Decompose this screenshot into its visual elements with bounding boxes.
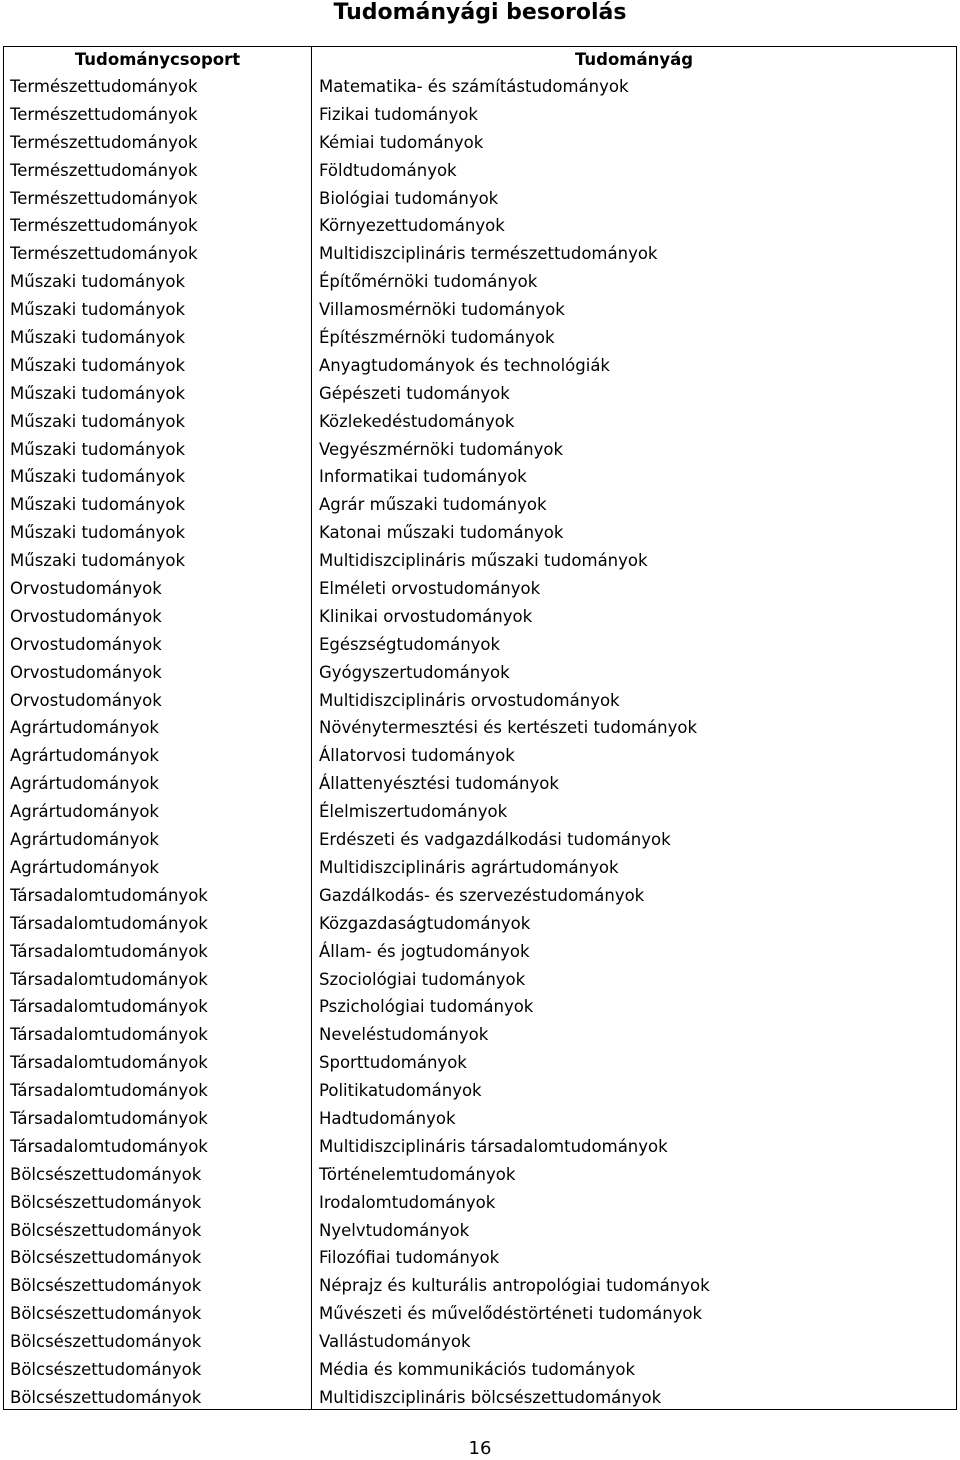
cell-science-group: Természettudományok xyxy=(10,77,198,96)
cell-science-group: Bölcsészettudományok xyxy=(10,1387,202,1407)
table-row xyxy=(4,659,956,687)
cell-science-field: Egészségtudományok xyxy=(319,634,501,654)
classification-table xyxy=(3,46,957,1410)
cell-science-field: Állatorvosi tudományok xyxy=(319,746,515,766)
cell-science-group: Műszaki tudományok xyxy=(10,551,185,571)
table-row xyxy=(4,240,956,268)
cell-science-field: Multidiszciplináris agrártudományok xyxy=(319,857,619,877)
cell-science-field: Matematika- és számítástudományok xyxy=(319,77,629,96)
cell-science-group: Agrártudományok xyxy=(10,802,159,822)
cell-science-field: Irodalomtudományok xyxy=(319,1192,496,1212)
table-row xyxy=(4,185,956,213)
cell-science-field: Gyógyszertudományok xyxy=(319,662,510,682)
table-row xyxy=(4,380,956,408)
table-row xyxy=(4,547,956,575)
table-row xyxy=(4,1049,956,1077)
table-row xyxy=(4,1356,956,1384)
cell-science-field: Növénytermesztési és kertészeti tudományok xyxy=(319,718,697,738)
cell-science-group: Társadalomtudományok xyxy=(10,1053,208,1073)
table-row xyxy=(4,687,956,715)
cell-science-group: Agrártudományok xyxy=(10,774,159,794)
cell-science-field: Katonai műszaki tudományok xyxy=(319,523,564,543)
cell-science-group: Műszaki tudományok xyxy=(10,439,185,459)
cell-science-group: Természettudományok xyxy=(10,216,198,236)
cell-science-field: Villamosmérnöki tudományok xyxy=(319,300,565,320)
cell-science-group: Orvostudományok xyxy=(10,690,162,710)
cell-science-group: Orvostudományok xyxy=(10,634,162,654)
cell-science-group: Bölcsészettudományok xyxy=(10,1192,202,1212)
cell-science-group: Bölcsészettudományok xyxy=(10,1276,202,1296)
table-row xyxy=(4,436,956,464)
cell-science-group: Műszaki tudományok xyxy=(10,523,185,543)
table-row xyxy=(4,966,956,994)
cell-science-group: Társadalomtudományok xyxy=(10,1025,208,1045)
table-header-row xyxy=(4,47,956,73)
cell-science-field: Építőmérnöki tudományok xyxy=(319,272,538,292)
table-row xyxy=(4,603,956,631)
header-field: Tudományág xyxy=(574,50,694,69)
cell-science-group: Műszaki tudományok xyxy=(10,495,185,515)
table-row xyxy=(4,1384,956,1412)
cell-science-group: Műszaki tudományok xyxy=(10,383,185,403)
cell-science-group: Agrártudományok xyxy=(10,746,159,766)
cell-science-field: Agrár műszaki tudományok xyxy=(319,495,547,515)
cell-science-field: Hadtudományok xyxy=(319,1108,456,1128)
cell-science-group: Társadalomtudományok xyxy=(10,913,208,933)
table-row xyxy=(4,1133,956,1161)
cell-science-group: Orvostudományok xyxy=(10,662,162,682)
cell-science-field: Vegyészmérnöki tudományok xyxy=(319,439,564,459)
cell-science-field: Filozófiai tudományok xyxy=(319,1248,500,1268)
table-row xyxy=(4,101,956,129)
table-row xyxy=(4,770,956,798)
cell-science-field: Neveléstudományok xyxy=(319,1025,489,1045)
cell-science-group: Társadalomtudományok xyxy=(10,997,208,1017)
cell-science-group: Természettudományok xyxy=(10,244,198,264)
cell-science-field: Erdészeti és vadgazdálkodási tudományok xyxy=(319,830,671,850)
cell-science-group: Társadalomtudományok xyxy=(10,885,208,905)
table-row xyxy=(4,157,956,185)
cell-science-field: Szociológiai tudományok xyxy=(319,969,526,989)
cell-science-field: Állam- és jogtudományok xyxy=(319,941,530,961)
table-row xyxy=(4,1272,956,1300)
cell-science-group: Bölcsészettudományok xyxy=(10,1248,202,1268)
table-row xyxy=(4,631,956,659)
cell-science-group: Természettudományok xyxy=(10,132,198,152)
cell-science-field: Gépészeti tudományok xyxy=(319,383,510,403)
cell-science-field: Politikatudományok xyxy=(319,1081,482,1101)
cell-science-group: Agrártudományok xyxy=(10,718,159,738)
table-row xyxy=(4,1021,956,1049)
cell-science-field: Élelmiszertudományok xyxy=(319,802,508,822)
table-row xyxy=(4,1300,956,1328)
table-row xyxy=(4,408,956,436)
cell-science-field: Néprajz és kulturális antropológiai tudományok xyxy=(319,1276,710,1296)
cell-science-field: Állattenyésztési tudományok xyxy=(319,774,559,794)
cell-science-group: Bölcsészettudományok xyxy=(10,1164,202,1184)
cell-science-field: Média és kommunikációs tudományok xyxy=(319,1359,636,1379)
table-row xyxy=(4,519,956,547)
cell-science-field: Sporttudományok xyxy=(319,1053,467,1073)
cell-science-group: Társadalomtudományok xyxy=(10,1108,208,1128)
table-row xyxy=(4,352,956,380)
cell-science-field: Anyagtudományok és technológiák xyxy=(319,355,610,375)
cell-science-field: Multidiszciplináris bölcsészettudományok xyxy=(319,1387,662,1407)
cell-science-group: Bölcsészettudományok xyxy=(10,1304,202,1324)
page-number: 16 xyxy=(468,1438,492,1459)
cell-science-group: Műszaki tudományok xyxy=(10,467,185,487)
header-group: Tudománycsoport xyxy=(74,50,241,69)
cell-science-group: Orvostudományok xyxy=(10,579,162,599)
table-row xyxy=(4,938,956,966)
table-row xyxy=(4,129,956,157)
cell-science-field: Informatikai tudományok xyxy=(319,467,527,487)
cell-science-group: Társadalomtudományok xyxy=(10,1081,208,1101)
table-row xyxy=(4,742,956,770)
cell-science-group: Bölcsészettudományok xyxy=(10,1332,202,1352)
cell-science-group: Agrártudományok xyxy=(10,830,159,850)
table-row xyxy=(4,882,956,910)
page-title: Tudományági besorolás xyxy=(333,0,627,25)
table-row xyxy=(4,73,956,101)
table-row xyxy=(4,798,956,826)
cell-science-group: Társadalomtudományok xyxy=(10,969,208,989)
table-row xyxy=(4,491,956,519)
cell-science-group: Bölcsészettudományok xyxy=(10,1359,202,1379)
cell-science-field: Közlekedéstudományok xyxy=(319,411,515,431)
cell-science-field: Közgazdaságtudományok xyxy=(319,913,531,933)
cell-science-group: Természettudományok xyxy=(10,104,198,124)
cell-science-field: Környezettudományok xyxy=(319,216,505,236)
cell-science-group: Természettudományok xyxy=(10,188,198,208)
cell-science-group: Társadalomtudományok xyxy=(10,941,208,961)
table-row xyxy=(4,212,956,240)
cell-science-field: Biológiai tudományok xyxy=(319,188,499,208)
cell-science-field: Kémiai tudományok xyxy=(319,132,484,152)
cell-science-field: Multidiszciplináris műszaki tudományok xyxy=(319,551,648,571)
table-row xyxy=(4,854,956,882)
table-row xyxy=(4,1244,956,1272)
table-body xyxy=(4,73,956,1412)
cell-science-field: Építészmérnöki tudományok xyxy=(319,328,555,348)
table-row xyxy=(4,463,956,491)
table-row xyxy=(4,324,956,352)
cell-science-field: Multidiszciplináris természettudományok xyxy=(319,244,658,264)
cell-science-field: Művészeti és művelődéstörténeti tudományok xyxy=(319,1304,703,1324)
table-row xyxy=(4,1077,956,1105)
table-row xyxy=(4,1105,956,1133)
cell-science-field: Klinikai orvostudományok xyxy=(319,606,533,626)
table-row xyxy=(4,714,956,742)
cell-science-field: Földtudományok xyxy=(319,160,457,180)
cell-science-field: Pszichológiai tudományok xyxy=(319,997,534,1017)
cell-science-group: Társadalomtudományok xyxy=(10,1136,208,1156)
table-row xyxy=(4,993,956,1021)
table-row xyxy=(4,1217,956,1245)
cell-science-field: Fizikai tudományok xyxy=(319,104,478,124)
cell-science-group: Műszaki tudományok xyxy=(10,328,185,348)
cell-science-field: Történelemtudományok xyxy=(319,1164,516,1184)
cell-science-field: Gazdálkodás- és szervezéstudományok xyxy=(319,885,645,905)
cell-science-field: Multidiszciplináris orvostudományok xyxy=(319,690,620,710)
cell-science-field: Vallástudományok xyxy=(319,1332,471,1352)
table-row xyxy=(4,1161,956,1189)
cell-science-field: Elméleti orvostudományok xyxy=(319,579,541,599)
table-row xyxy=(4,826,956,854)
cell-science-group: Orvostudományok xyxy=(10,606,162,626)
cell-science-group: Természettudományok xyxy=(10,160,198,180)
cell-science-group: Bölcsészettudományok xyxy=(10,1220,202,1240)
table-row xyxy=(4,296,956,324)
cell-science-group: Műszaki tudományok xyxy=(10,411,185,431)
table-row xyxy=(4,910,956,938)
cell-science-field: Nyelvtudományok xyxy=(319,1220,470,1240)
table-row xyxy=(4,268,956,296)
cell-science-group: Agrártudományok xyxy=(10,857,159,877)
table-row xyxy=(4,1189,956,1217)
cell-science-group: Műszaki tudományok xyxy=(10,355,185,375)
cell-science-group: Műszaki tudományok xyxy=(10,272,185,292)
table-row xyxy=(4,1328,956,1356)
cell-science-group: Műszaki tudományok xyxy=(10,300,185,320)
cell-science-field: Multidiszciplináris társadalomtudományok xyxy=(319,1136,668,1156)
table-row xyxy=(4,575,956,603)
